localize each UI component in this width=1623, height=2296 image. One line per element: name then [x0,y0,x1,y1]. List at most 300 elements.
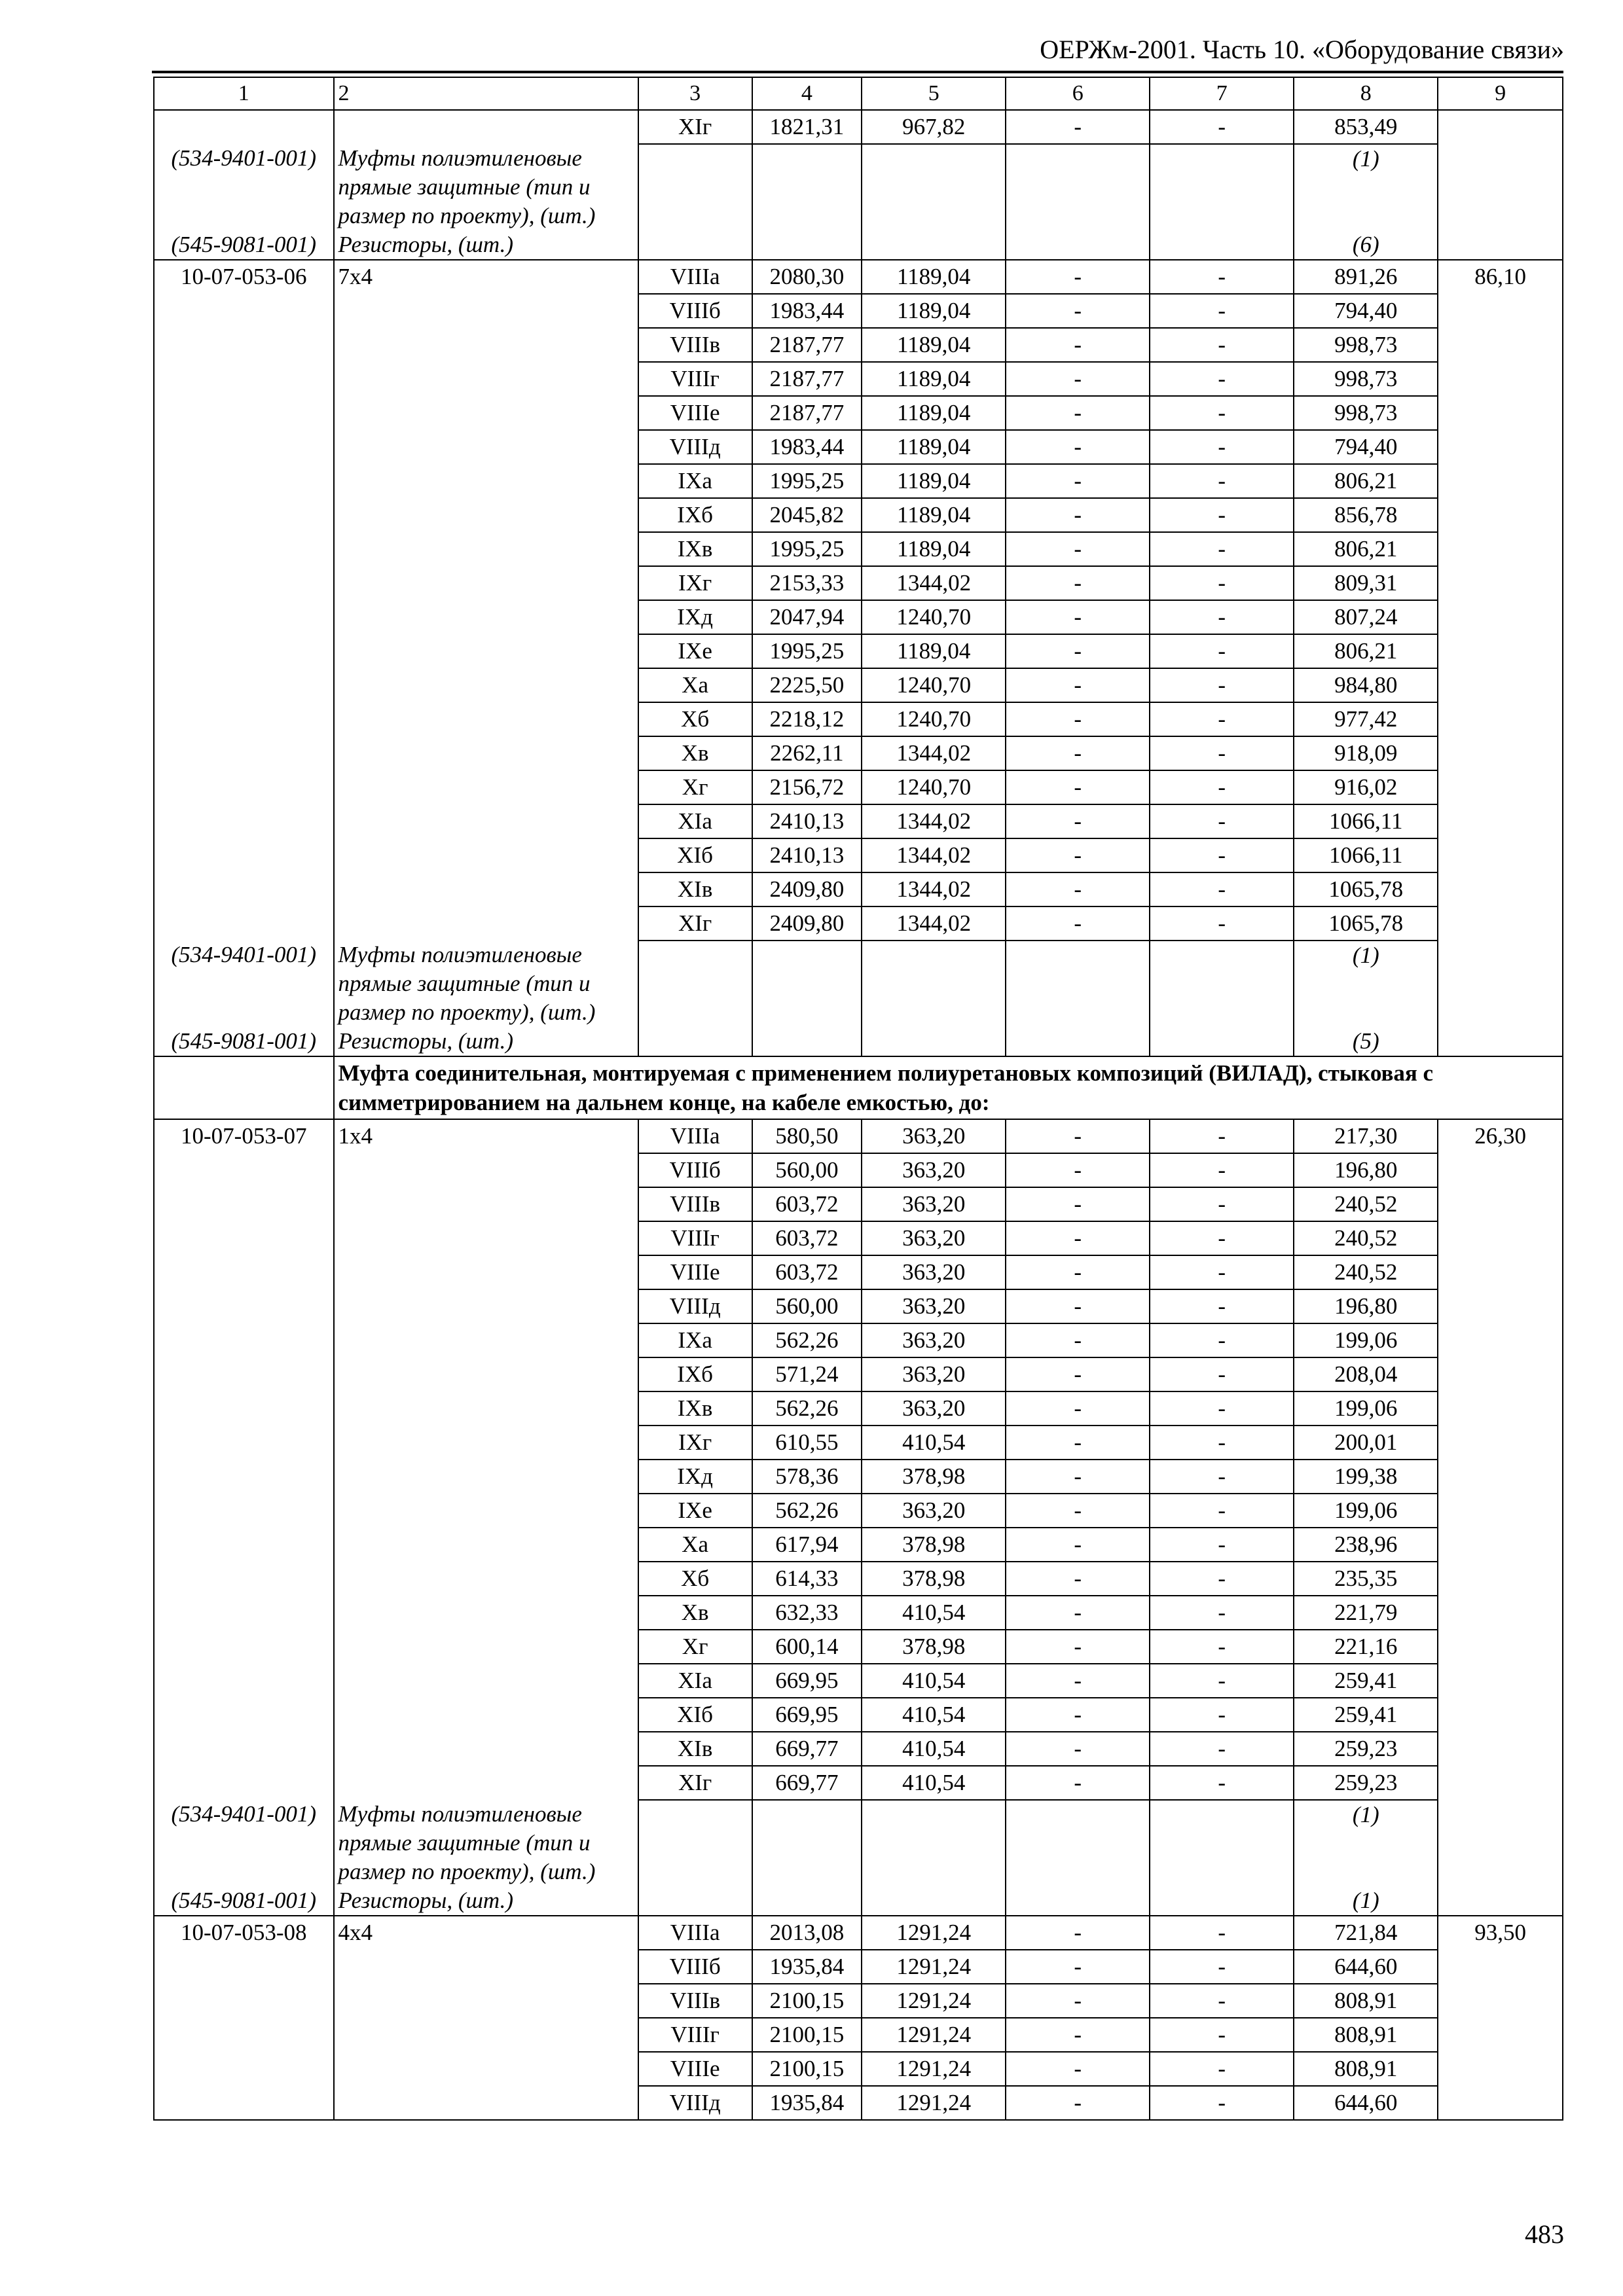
value-cell: 1189,04 [862,362,1006,396]
value-cell: 363,20 [862,1391,1006,1426]
table-cell [638,230,752,260]
table-row [154,872,1563,906]
rate-name [334,1289,638,1323]
zone-cell: IXб [638,1357,752,1391]
value-cell: - [1006,566,1150,600]
table-row [154,1562,1563,1596]
table-row [154,294,1563,328]
rate-name [334,566,638,600]
zone-cell: IXа [638,464,752,498]
table-row [154,1732,1563,1766]
labor-cell [1438,2018,1563,2052]
value-cell: 806,21 [1294,464,1438,498]
value-cell: 199,38 [1294,1460,1438,1494]
value-cell: 221,79 [1294,1596,1438,1630]
table-cell [1150,1800,1294,1886]
value-cell: - [1150,906,1294,941]
value-cell: - [1006,1460,1150,1494]
table-row [154,1255,1563,1289]
value-cell: - [1006,1916,1150,1950]
value-cell: 600,14 [752,1630,862,1664]
value-cell: 721,84 [1294,1916,1438,1950]
value-cell: 2262,11 [752,736,862,770]
value-cell: 669,95 [752,1698,862,1732]
table-cell [862,1800,1006,1886]
rate-code [154,668,334,702]
value-cell: 1291,24 [862,2018,1006,2052]
material-name-line: прямые защитные (тип и [338,174,591,200]
value-cell: 1189,04 [862,294,1006,328]
table-row [154,770,1563,804]
labor-cell [1438,702,1563,736]
zone-cell: IXд [638,600,752,634]
table-row [154,1664,1563,1698]
rate-code: 10-07-053-07 [154,1119,334,1153]
value-cell: 363,20 [862,1255,1006,1289]
material-name-line: Муфты полиэтиленовые [338,942,582,967]
rate-name [334,430,638,464]
value-cell: - [1150,362,1294,396]
table-row [154,498,1563,532]
labor-cell [1438,770,1563,804]
value-cell: - [1006,1766,1150,1800]
value-cell: 410,54 [862,1766,1006,1800]
value-cell: 2100,15 [752,2018,862,2052]
value-cell: - [1150,1562,1294,1596]
value-cell: 603,72 [752,1255,862,1289]
value-cell: 363,20 [862,1153,1006,1187]
labor-cell [1438,1562,1563,1596]
zone-cell: IXе [638,1494,752,1528]
value-cell: 562,26 [752,1391,862,1426]
value-cell: - [1006,2052,1150,2086]
labor-cell [1438,396,1563,430]
value-cell: 808,91 [1294,2052,1438,2086]
rate-code [154,294,334,328]
material-name [334,144,638,230]
table-cell [1006,1886,1150,1916]
labor-cell [1438,1391,1563,1426]
material-name-line: размер по проекту), (шт.) [338,203,596,228]
rate-code [154,566,334,600]
table-row [154,362,1563,396]
labor-cell: 93,50 [1438,1916,1563,1950]
value-cell: 1291,24 [862,2086,1006,2120]
table-row [154,634,1563,668]
table-row [154,110,1563,144]
material-name-line: Муфты полиэтиленовые [338,145,582,171]
value-cell: 2187,77 [752,362,862,396]
value-cell: - [1006,1562,1150,1596]
rate-code [154,1698,334,1732]
labor-cell: 26,30 [1438,1119,1563,1153]
rates-table [153,77,1563,2121]
value-cell: - [1150,1528,1294,1562]
value-cell: - [1150,1426,1294,1460]
rate-name [334,1187,638,1221]
zone-cell: VIIIа [638,260,752,294]
rate-code [154,1357,334,1391]
value-cell: - [1150,294,1294,328]
material-name [334,230,638,260]
table-row [154,430,1563,464]
rate-name [334,2018,638,2052]
rate-code [154,1323,334,1357]
value-cell: 1189,04 [862,464,1006,498]
value-cell: 410,54 [862,1596,1006,1630]
value-cell: - [1006,1984,1150,2018]
value-cell: - [1006,362,1150,396]
material-name-line: Резисторы, (шт.) [338,1028,514,1054]
table-row [154,566,1563,600]
value-cell: 808,91 [1294,2018,1438,2052]
material-quantity: (6) [1294,230,1438,260]
table-row [154,1357,1563,1391]
table-row [154,1698,1563,1732]
table-row [154,1596,1563,1630]
rate-code [154,1984,334,2018]
table-cell [1006,1027,1150,1056]
value-cell: 259,41 [1294,1698,1438,1732]
rate-code [154,770,334,804]
zone-cell: XIг [638,906,752,941]
value-cell: 221,16 [1294,1630,1438,1664]
labor-cell [1438,906,1563,941]
value-cell: 1983,44 [752,294,862,328]
table-row [154,1289,1563,1323]
value-cell: - [1006,736,1150,770]
value-cell: 1995,25 [752,532,862,566]
value-cell: - [1150,1698,1294,1732]
material-row [154,1027,1563,1056]
rate-code: 10-07-053-06 [154,260,334,294]
rate-name [334,1323,638,1357]
labor-cell [1438,1596,1563,1630]
value-cell: 1240,70 [862,600,1006,634]
value-cell: 807,24 [1294,600,1438,634]
material-name-line: размер по проекту), (шт.) [338,999,596,1025]
table-cell [1150,941,1294,1027]
labor-cell [1438,2086,1563,2120]
rate-code [154,1596,334,1630]
running-header: ОЕРЖм-2001. Часть 10. «Оборудование связи» [1040,35,1564,64]
value-cell: 1344,02 [862,736,1006,770]
value-cell: 856,78 [1294,498,1438,532]
value-cell: 1189,04 [862,260,1006,294]
rate-code [154,872,334,906]
value-cell: 1291,24 [862,1950,1006,1984]
material-row [154,941,1563,1027]
rate-code [154,736,334,770]
table-cell [1006,144,1150,230]
zone-cell: VIIIв [638,1984,752,2018]
labor-cell [1438,566,1563,600]
value-cell: 2187,77 [752,396,862,430]
table-cell [752,230,862,260]
table-row [154,1391,1563,1426]
rate-name [334,1984,638,2018]
rate-name [334,736,638,770]
value-cell: 208,04 [1294,1357,1438,1391]
value-cell: - [1150,1596,1294,1630]
labor-cell [1438,110,1563,144]
value-cell: 200,01 [1294,1426,1438,1460]
rate-name [334,1698,638,1732]
table-cell [862,230,1006,260]
value-cell: - [1150,1630,1294,1664]
rate-code [154,906,334,941]
value-cell: - [1006,1630,1150,1664]
rate-name [334,702,638,736]
column-number: 2 [334,77,638,110]
labor-cell [1438,600,1563,634]
material-row [154,144,1563,230]
value-cell: - [1006,1528,1150,1562]
value-cell: 853,49 [1294,110,1438,144]
zone-cell: VIIIв [638,1187,752,1221]
value-cell: 363,20 [862,1119,1006,1153]
zone-cell: Xа [638,668,752,702]
table-cell [638,941,752,1027]
value-cell: 1291,24 [862,1916,1006,1950]
value-cell: 1344,02 [862,838,1006,872]
value-cell: - [1006,396,1150,430]
rate-name [334,2052,638,2086]
table-row [154,1984,1563,2018]
zone-cell: Xб [638,1562,752,1596]
rate-code [154,464,334,498]
value-cell: 571,24 [752,1357,862,1391]
rate-name [334,362,638,396]
table-row [154,328,1563,362]
table-row [154,1187,1563,1221]
value-cell: 240,52 [1294,1187,1438,1221]
rate-code [154,1494,334,1528]
value-cell: - [1006,1950,1150,1984]
labor-cell [1438,838,1563,872]
value-cell: 603,72 [752,1187,862,1221]
value-cell: 794,40 [1294,430,1438,464]
value-cell: 410,54 [862,1698,1006,1732]
labor-cell [1438,328,1563,362]
value-cell: 378,98 [862,1562,1006,1596]
column-number: 7 [1150,77,1294,110]
value-cell: - [1006,1187,1150,1221]
labor-cell [1438,1698,1563,1732]
value-cell: 1189,04 [862,498,1006,532]
table-row [154,1494,1563,1528]
rate-name [334,1494,638,1528]
value-cell: - [1150,1916,1294,1950]
header-rule [152,71,1563,73]
zone-cell: VIIIг [638,1221,752,1255]
zone-cell: VIIIа [638,1119,752,1153]
rate-name [334,2086,638,2120]
value-cell: 378,98 [862,1630,1006,1664]
rate-name [334,498,638,532]
labor-cell [1438,1460,1563,1494]
value-cell: - [1150,566,1294,600]
zone-cell: XIг [638,110,752,144]
rate-code [154,1950,334,1984]
value-cell: - [1150,838,1294,872]
zone-cell: XIб [638,1698,752,1732]
value-cell: - [1006,2086,1150,2120]
value-cell: 617,94 [752,1528,862,1562]
material-row [154,1886,1563,1916]
value-cell: 199,06 [1294,1391,1438,1426]
value-cell: - [1006,1664,1150,1698]
material-name-line: Резисторы, (шт.) [338,1888,514,1913]
rate-code [154,1255,334,1289]
material-code: (545-9081-001) [154,230,334,260]
value-cell: - [1006,1391,1150,1426]
value-cell: - [1150,430,1294,464]
column-number: 3 [638,77,752,110]
table-row [154,2086,1563,2120]
labor-cell [1438,668,1563,702]
value-cell: - [1150,1323,1294,1357]
value-cell: 1344,02 [862,872,1006,906]
value-cell: - [1150,1732,1294,1766]
labor-cell [1438,1630,1563,1664]
material-code: (534-9401-001) [154,941,334,1027]
value-cell: - [1006,328,1150,362]
value-cell: 199,06 [1294,1494,1438,1528]
table-row [154,260,1563,294]
value-cell: - [1006,872,1150,906]
table-row [154,1119,1563,1153]
value-cell: 378,98 [862,1460,1006,1494]
value-cell: - [1006,1426,1150,1460]
material-name-line: прямые защитные (тип и [338,1830,591,1856]
value-cell: - [1150,1391,1294,1426]
value-cell: 196,80 [1294,1153,1438,1187]
table-row [154,838,1563,872]
value-cell: 259,23 [1294,1766,1438,1800]
rate-name [334,1255,638,1289]
value-cell: 363,20 [862,1494,1006,1528]
labor-cell [1438,1289,1563,1323]
value-cell: 1995,25 [752,634,862,668]
value-cell: 1240,70 [862,668,1006,702]
table-row [154,1528,1563,1562]
zone-cell: VIIIе [638,1255,752,1289]
value-cell: - [1150,260,1294,294]
rate-name [334,634,638,668]
value-cell: 1189,04 [862,396,1006,430]
value-cell: 259,41 [1294,1664,1438,1698]
rate-name [334,1357,638,1391]
value-cell: 217,30 [1294,1119,1438,1153]
material-code: (534-9401-001) [154,1800,334,1886]
rate-code [154,1562,334,1596]
rate-name [334,1221,638,1255]
zone-cell: VIIIг [638,362,752,396]
value-cell: 632,33 [752,1596,862,1630]
value-cell: - [1006,1698,1150,1732]
value-cell: 410,54 [862,1664,1006,1698]
material-name [334,1800,638,1886]
material-name-line: Муфты полиэтиленовые [338,1801,582,1827]
labor-cell [1438,736,1563,770]
labor-cell [1438,1187,1563,1221]
zone-cell: VIIIе [638,2052,752,2086]
zone-cell: XIб [638,838,752,872]
value-cell: 1189,04 [862,328,1006,362]
zone-cell: Xб [638,702,752,736]
value-cell: 984,80 [1294,668,1438,702]
labor-cell [1438,1528,1563,1562]
value-cell: - [1006,110,1150,144]
value-cell: - [1150,634,1294,668]
value-cell: - [1150,1357,1294,1391]
rate-code [154,1528,334,1562]
labor-cell [1438,1950,1563,1984]
value-cell: - [1150,532,1294,566]
value-cell: 614,33 [752,1562,862,1596]
rate-code [154,1221,334,1255]
labor-cell [1438,430,1563,464]
table-cell [638,1027,752,1056]
table-row [154,1221,1563,1255]
value-cell: 809,31 [1294,566,1438,600]
material-name-line: Резисторы, (шт.) [338,232,514,257]
value-cell: 410,54 [862,1426,1006,1460]
value-cell: 1935,84 [752,2086,862,2120]
value-cell: 603,72 [752,1221,862,1255]
value-cell: 259,23 [1294,1732,1438,1766]
value-cell: 580,50 [752,1119,862,1153]
table-cell [1006,1800,1150,1886]
value-cell: 1344,02 [862,566,1006,600]
zone-cell: IXб [638,498,752,532]
rate-code [154,2086,334,2120]
table-cell [1438,1027,1563,1056]
zone-cell: VIIIв [638,328,752,362]
rate-name [334,838,638,872]
value-cell: 378,98 [862,1528,1006,1562]
value-cell: 669,95 [752,1664,862,1698]
rate-name [334,110,638,144]
value-cell: 2410,13 [752,838,862,872]
material-name [334,1027,638,1056]
labor-cell [1438,1221,1563,1255]
table-row [154,702,1563,736]
value-cell: - [1006,430,1150,464]
labor-cell [1438,1494,1563,1528]
value-cell: 610,55 [752,1426,862,1460]
value-cell: 2047,94 [752,600,862,634]
value-cell: - [1150,600,1294,634]
value-cell: - [1150,1289,1294,1323]
value-cell: 669,77 [752,1732,862,1766]
zone-cell: XIв [638,872,752,906]
value-cell: - [1150,2018,1294,2052]
value-cell: - [1006,1494,1150,1528]
table-cell [862,1027,1006,1056]
value-cell: 1189,04 [862,634,1006,668]
value-cell: - [1006,1596,1150,1630]
value-cell: - [1150,1950,1294,1984]
rate-name [334,668,638,702]
table-row [154,1950,1563,1984]
rate-code [154,1664,334,1698]
labor-cell [1438,1664,1563,1698]
column-number: 8 [1294,77,1438,110]
value-cell: - [1006,668,1150,702]
rate-name [334,1766,638,1800]
